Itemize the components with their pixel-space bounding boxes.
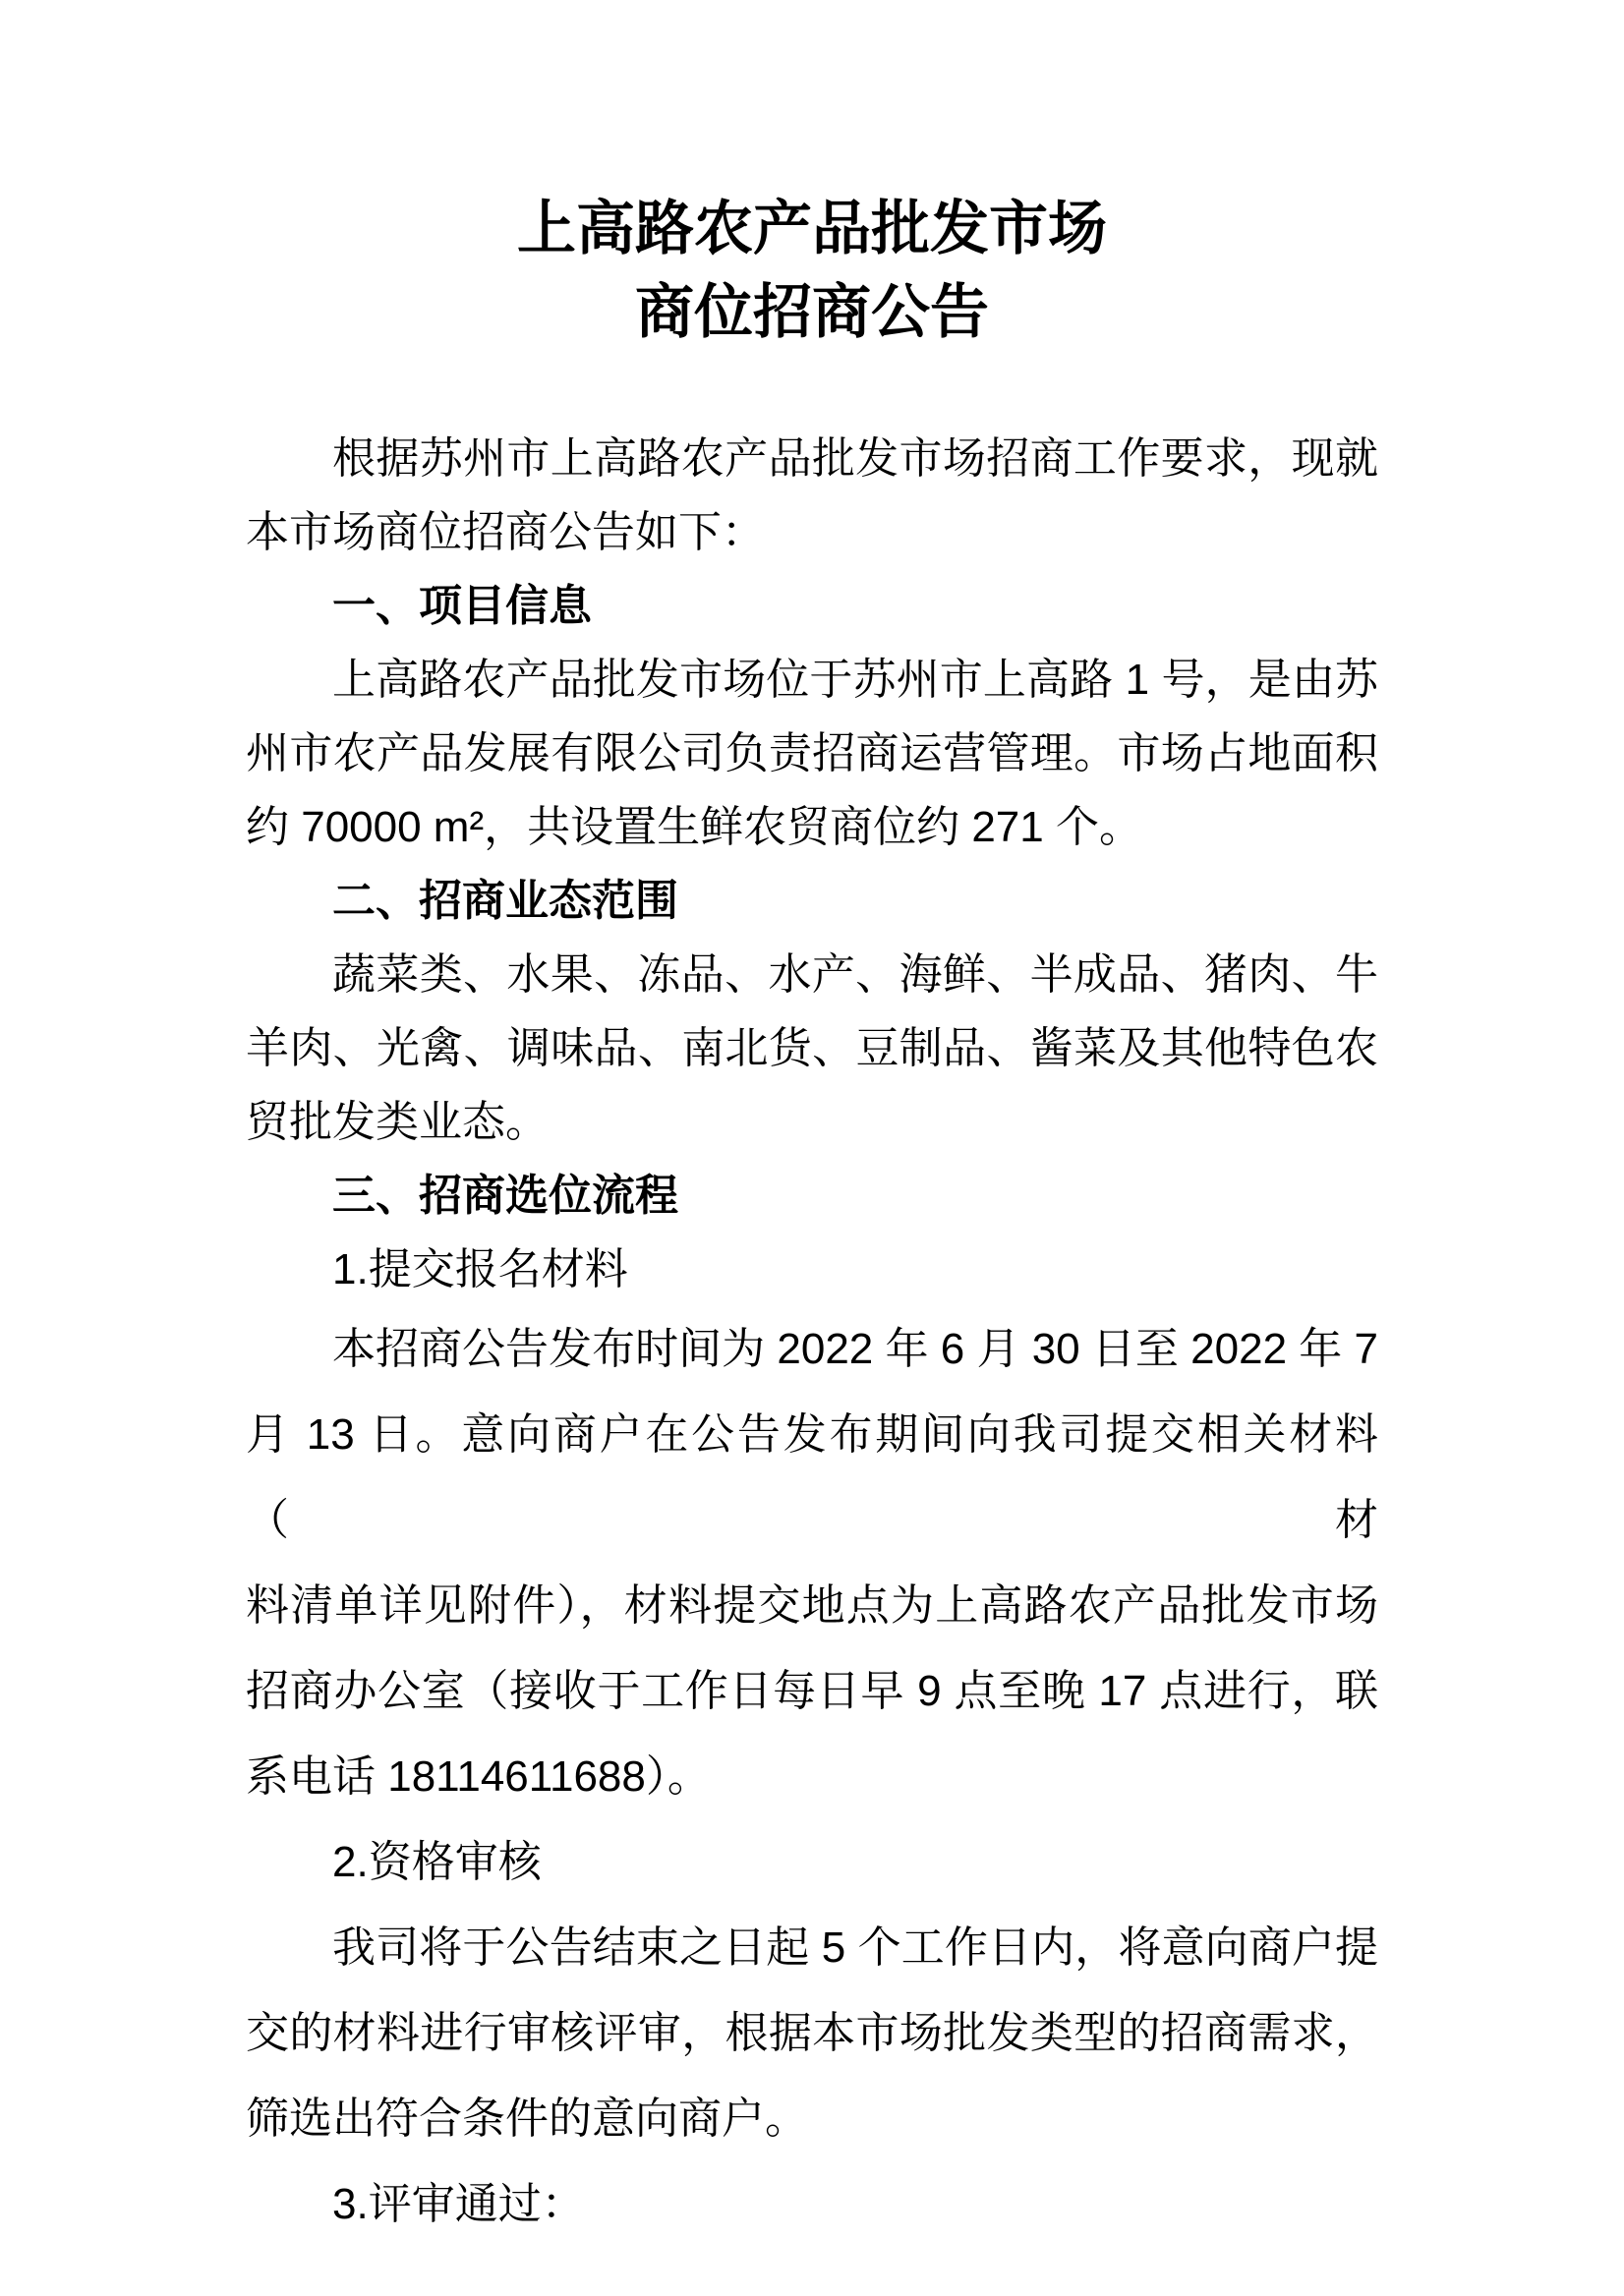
section-heading: 三、招商选位流程 [332,1172,678,1220]
numbered-item: 2.资格审核 [332,1838,542,1886]
paragraph-line: 根据苏州市上高路农产品批发市场招商工作要求，现就 [332,434,1378,483]
section-heading: 二、招商业态范围 [332,877,678,925]
paragraph-line: 贸批发类业态。 [246,1098,549,1146]
paragraph-line: 我司将于公告结束之日起 5 个工作日内，将意向商户提 [332,1923,1378,1972]
paragraph-line: 交的材料进行审核评审，根据本市场批发类型的招商需求， [246,2009,1378,2057]
paragraph-line: 羊肉、光禽、调味品、南北货、豆制品、酱菜及其他特色农 [246,1024,1378,1072]
paragraph-line: 蔬菜类、水果、冻品、水产、海鲜、半成品、猪肉、牛 [332,950,1378,999]
paragraph-line: 本市场商位招商公告如下： [246,508,765,556]
paragraph-line: 州市农产品发展有限公司负责招商运营管理。市场占地面积 [246,729,1378,777]
title-line-2: 商位招商公告 [635,279,989,345]
title-line-1: 上高路农产品批发市场 [517,196,1107,261]
numbered-item: 3.评审通过： [332,2180,585,2228]
document-title [0,0,1624,354]
paragraph-line: 招商办公室（接收于工作日每日早 9 点至晚 17 点进行，联 [246,1667,1378,1715]
paragraph-line: 月 13 日。意向商户在公告发布期间向我司提交相关材料（材 [246,1410,1378,1544]
document-body [246,422,1378,2247]
paragraph-line: 系电话 18114611688）。 [246,1752,711,1801]
paragraph-line: 约 70000 m²，共设置生鲜农贸商位约 271 个。 [246,803,1142,851]
paragraph-line: 上高路农产品批发市场位于苏州市上高路 1 号，是由苏 [332,656,1378,704]
paragraph-line: 本招商公告发布时间为 2022 年 6 月 30 日至 2022 年 7 [332,1325,1378,1373]
section-heading: 一、项目信息 [332,582,592,630]
paragraph-line: 料清单详见附件），材料提交地点为上高路农产品批发市场 [246,1581,1378,1630]
numbered-item: 1.提交报名材料 [332,1245,628,1293]
paragraph-line: 筛选出符合条件的意向商户。 [246,2095,808,2143]
